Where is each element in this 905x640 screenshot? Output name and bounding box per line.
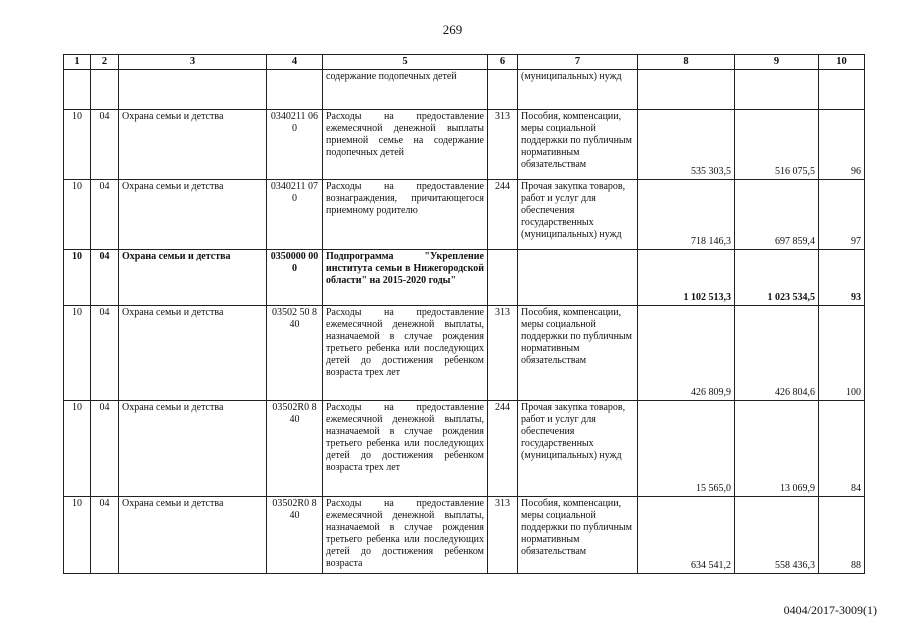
expense-type-name-cell: Пособия, компенсации, меры социальной поддержки по публичным нормативным обязательствам (518, 497, 638, 574)
subsection-code-cell: 04 (91, 306, 119, 401)
execution-percent-cell: 100 (819, 306, 865, 401)
expense-type-name-cell: Прочая закупка товаров, работ и услуг для обеспечения государственных (муниципальных) нужд (518, 401, 638, 497)
executed-amount-cell: 426 804,6 (735, 306, 819, 401)
expense-description-cell: Расходы на предоставление ежемесячной денежной выплаты, назначаемой в случае рождения третьего ребенка или последующих детей до достижения ребенком возраста трех лет (323, 401, 488, 497)
expense-type-code-cell: 244 (488, 180, 518, 250)
executed-amount-cell: 697 859,4 (735, 180, 819, 250)
table-row (64, 401, 865, 497)
planned-amount-cell: 426 809,9 (638, 306, 735, 401)
budget-table (63, 54, 865, 574)
executed-amount-cell: 558 436,3 (735, 497, 819, 574)
section-code-cell: 10 (64, 497, 91, 574)
subsection-code-cell: 04 (91, 250, 119, 306)
executed-amount-cell (735, 70, 819, 110)
target-article-cell: 03502R0 840 (267, 497, 323, 574)
expense-type-code-cell (488, 70, 518, 110)
section-name-cell: Охрана семьи и детства (119, 401, 267, 497)
column-header: 4 (267, 55, 323, 70)
expense-type-name-cell: Пособия, компенсации, меры социальной поддержки по публичным нормативным обязательствам (518, 110, 638, 180)
section-code-cell: 10 (64, 180, 91, 250)
expense-type-name-cell: Прочая закупка товаров, работ и услуг для обеспечения государственных (муниципальных) нужд (518, 180, 638, 250)
subsection-code-cell (91, 70, 119, 110)
table-row (64, 110, 865, 180)
table-row (64, 306, 865, 401)
target-article-cell (267, 70, 323, 110)
page-number: 269 (442, 22, 463, 37)
section-name-cell: Охрана семьи и детства (119, 250, 267, 306)
expense-type-code-cell: 244 (488, 401, 518, 497)
planned-amount-cell: 15 565,0 (638, 401, 735, 497)
planned-amount-cell: 718 146,3 (638, 180, 735, 250)
subsection-code-cell: 04 (91, 497, 119, 574)
header-row (64, 55, 865, 70)
expense-type-code-cell (488, 250, 518, 306)
target-article-cell: 0340211 070 (267, 180, 323, 250)
execution-percent-cell: 97 (819, 180, 865, 250)
column-header: 8 (638, 55, 735, 70)
section-code-cell: 10 (64, 306, 91, 401)
expense-type-code-cell: 313 (488, 110, 518, 180)
table-body (64, 70, 865, 574)
column-header: 9 (735, 55, 819, 70)
target-article-cell: 03502 50 840 (267, 306, 323, 401)
column-header: 7 (518, 55, 638, 70)
section-name-cell: Охрана семьи и детства (119, 306, 267, 401)
column-header: 2 (91, 55, 119, 70)
executed-amount-cell: 516 075,5 (735, 110, 819, 180)
expense-description-cell: Расходы на предоставление ежемесячной денежной выплаты, назначаемой в случае рождения третьего ребенка или последующих детей до достижения ребенком возраста трех лет (323, 306, 488, 401)
column-header: 3 (119, 55, 267, 70)
section-name-cell: Охрана семьи и детства (119, 110, 267, 180)
subsection-code-cell: 04 (91, 110, 119, 180)
subsection-code-cell: 04 (91, 180, 119, 250)
section-name-cell (119, 70, 267, 110)
expense-type-name-cell: Пособия, компенсации, меры социальной поддержки по публичным нормативным обязательствам (518, 306, 638, 401)
execution-percent-cell: 84 (819, 401, 865, 497)
executed-amount-cell: 1 023 534,5 (735, 250, 819, 306)
expense-description-cell: содержание подопечных детей (323, 70, 488, 110)
column-header: 1 (64, 55, 91, 70)
table-row (64, 250, 865, 306)
expense-type-name-cell: (муниципальных) нужд (518, 70, 638, 110)
execution-percent-cell: 93 (819, 250, 865, 306)
planned-amount-cell: 634 541,2 (638, 497, 735, 574)
expense-description-cell: Расходы на предоставление ежемесячной денежной выплаты, назначаемой в случае рождения третьего ребенка или последующих детей до достижения ребенком возраста (323, 497, 488, 574)
expense-description-cell: Подпрограмма "Укрепление института семьи в Нижегородской области" на 2015-2020 годы" (323, 250, 488, 306)
subsection-code-cell: 04 (91, 401, 119, 497)
column-header: 5 (323, 55, 488, 70)
column-header: 10 (819, 55, 865, 70)
table-row (64, 497, 865, 574)
expense-description-cell: Расходы на предоставление ежемесячной денежной выплаты приемной семье на содержание подопечных детей (323, 110, 488, 180)
section-name-cell: Охрана семьи и детства (119, 180, 267, 250)
section-code-cell: 10 (64, 250, 91, 306)
target-article-cell: 0340211 060 (267, 110, 323, 180)
expense-type-code-cell: 313 (488, 497, 518, 574)
execution-percent-cell (819, 70, 865, 110)
planned-amount-cell: 1 102 513,3 (638, 250, 735, 306)
execution-percent-cell: 96 (819, 110, 865, 180)
table-row (64, 70, 865, 110)
section-code-cell: 10 (64, 110, 91, 180)
section-name-cell: Охрана семьи и детства (119, 497, 267, 574)
planned-amount-cell (638, 70, 735, 110)
section-code-cell (64, 70, 91, 110)
expense-description-cell: Расходы на предоставление вознаграждения, причитающегося приемному родителю (323, 180, 488, 250)
executed-amount-cell: 13 069,9 (735, 401, 819, 497)
execution-percent-cell: 88 (819, 497, 865, 574)
expense-type-code-cell: 313 (488, 306, 518, 401)
section-code-cell: 10 (64, 401, 91, 497)
target-article-cell: 03502R0 840 (267, 401, 323, 497)
table-row (64, 180, 865, 250)
document-code: 0404/2017-3009(1) (783, 603, 877, 617)
expense-type-name-cell (518, 250, 638, 306)
planned-amount-cell: 535 303,5 (638, 110, 735, 180)
column-header: 6 (488, 55, 518, 70)
target-article-cell: 0350000 000 (267, 250, 323, 306)
